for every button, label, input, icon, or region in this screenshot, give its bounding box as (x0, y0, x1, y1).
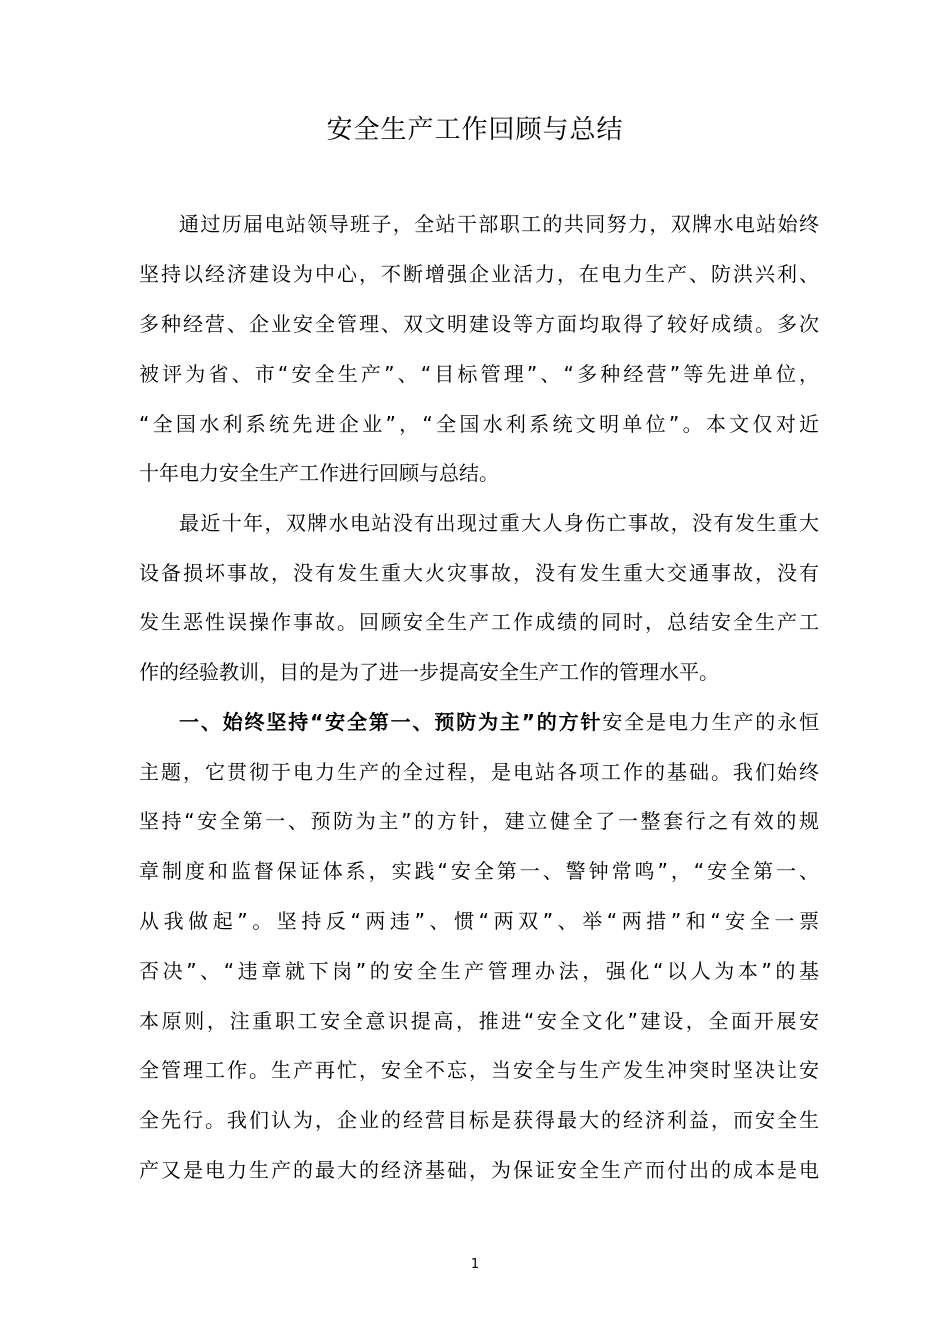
paragraph-line: “全国水利系统先进企业”，“全国水利系统文明单位”。本文仅对近 (139, 412, 819, 436)
paragraph-line: 坚持“安全第一、预防为主”的方针，建立健全了一整套行之有效的规 (139, 809, 819, 833)
paragraph-line: 十年电力安全生产工作进行回顾与总结。 (139, 461, 499, 485)
paragraph-line: 发生恶性误操作事故。回顾安全生产工作成绩的同时，总结安全生产工 (139, 610, 819, 634)
paragraph-line: 多种经营、企业安全管理、双文明建设等方面均取得了较好成绩。多次 (139, 312, 819, 336)
document-title: 安全生产工作回顾与总结 (326, 115, 624, 145)
section-heading: 一、始终坚持“安全第一、预防为主”的方针 (179, 710, 603, 734)
paragraph-line-rest: 安全是电力生产的永恒 (602, 710, 819, 734)
paragraph-line: 全先行。我们认为，企业的经营目标是获得最大的经济利益，而安全生 (139, 1108, 819, 1132)
paragraph-line: 通过历届电站领导班子，全站干部职工的共同努力，双牌水电站始终 (179, 212, 819, 236)
paragraph-first-line (179, 707, 819, 737)
paragraph-line: 主题，它贯彻于电力生产的全过程，是电站各项工作的基础。我们始终 (139, 760, 819, 784)
paragraph-line: 最近十年，双牌水电站没有出现过重大人身伤亡事故，没有发生重大 (179, 511, 819, 535)
paragraph-line: 作的经验教训，目的是为了进一步提高安全生产工作的管理水平。 (139, 660, 719, 684)
paragraph-line: 从我做起”。坚持反“两违”、惯“两双”、举“两措”和“安全一票 (139, 909, 819, 933)
page-number: 1 (470, 1257, 480, 1272)
paragraph-line: 被评为省、市“安全生产”、“目标管理”、“多种经营”等先进单位， (139, 362, 819, 386)
paragraph-line: 否决”、“违章就下岗”的安全生产管理办法，强化“以人为本”的基 (139, 959, 819, 983)
paragraph-line: 全管理工作。生产再忙，安全不忘，当安全与生产发生冲突时坚决让安 (139, 1058, 819, 1082)
paragraph-line: 章制度和监督保证体系，实践“安全第一、警钟常鸣”，“安全第一、 (139, 859, 819, 883)
paragraph-line: 产又是电力生产的最大的经济基础，为保证安全生产而付出的成本是电 (139, 1158, 819, 1182)
paragraph-line: 坚持以经济建设为中心，不断增强企业活力，在电力生产、防洪兴利、 (139, 262, 819, 286)
paragraph-line: 设备损坏事故，没有发生重大火灾事故，没有发生重大交通事故，没有 (139, 561, 819, 585)
paragraph-line: 本原则，注重职工安全意识提高，推进“安全文化”建设，全面开展安 (139, 1009, 819, 1033)
